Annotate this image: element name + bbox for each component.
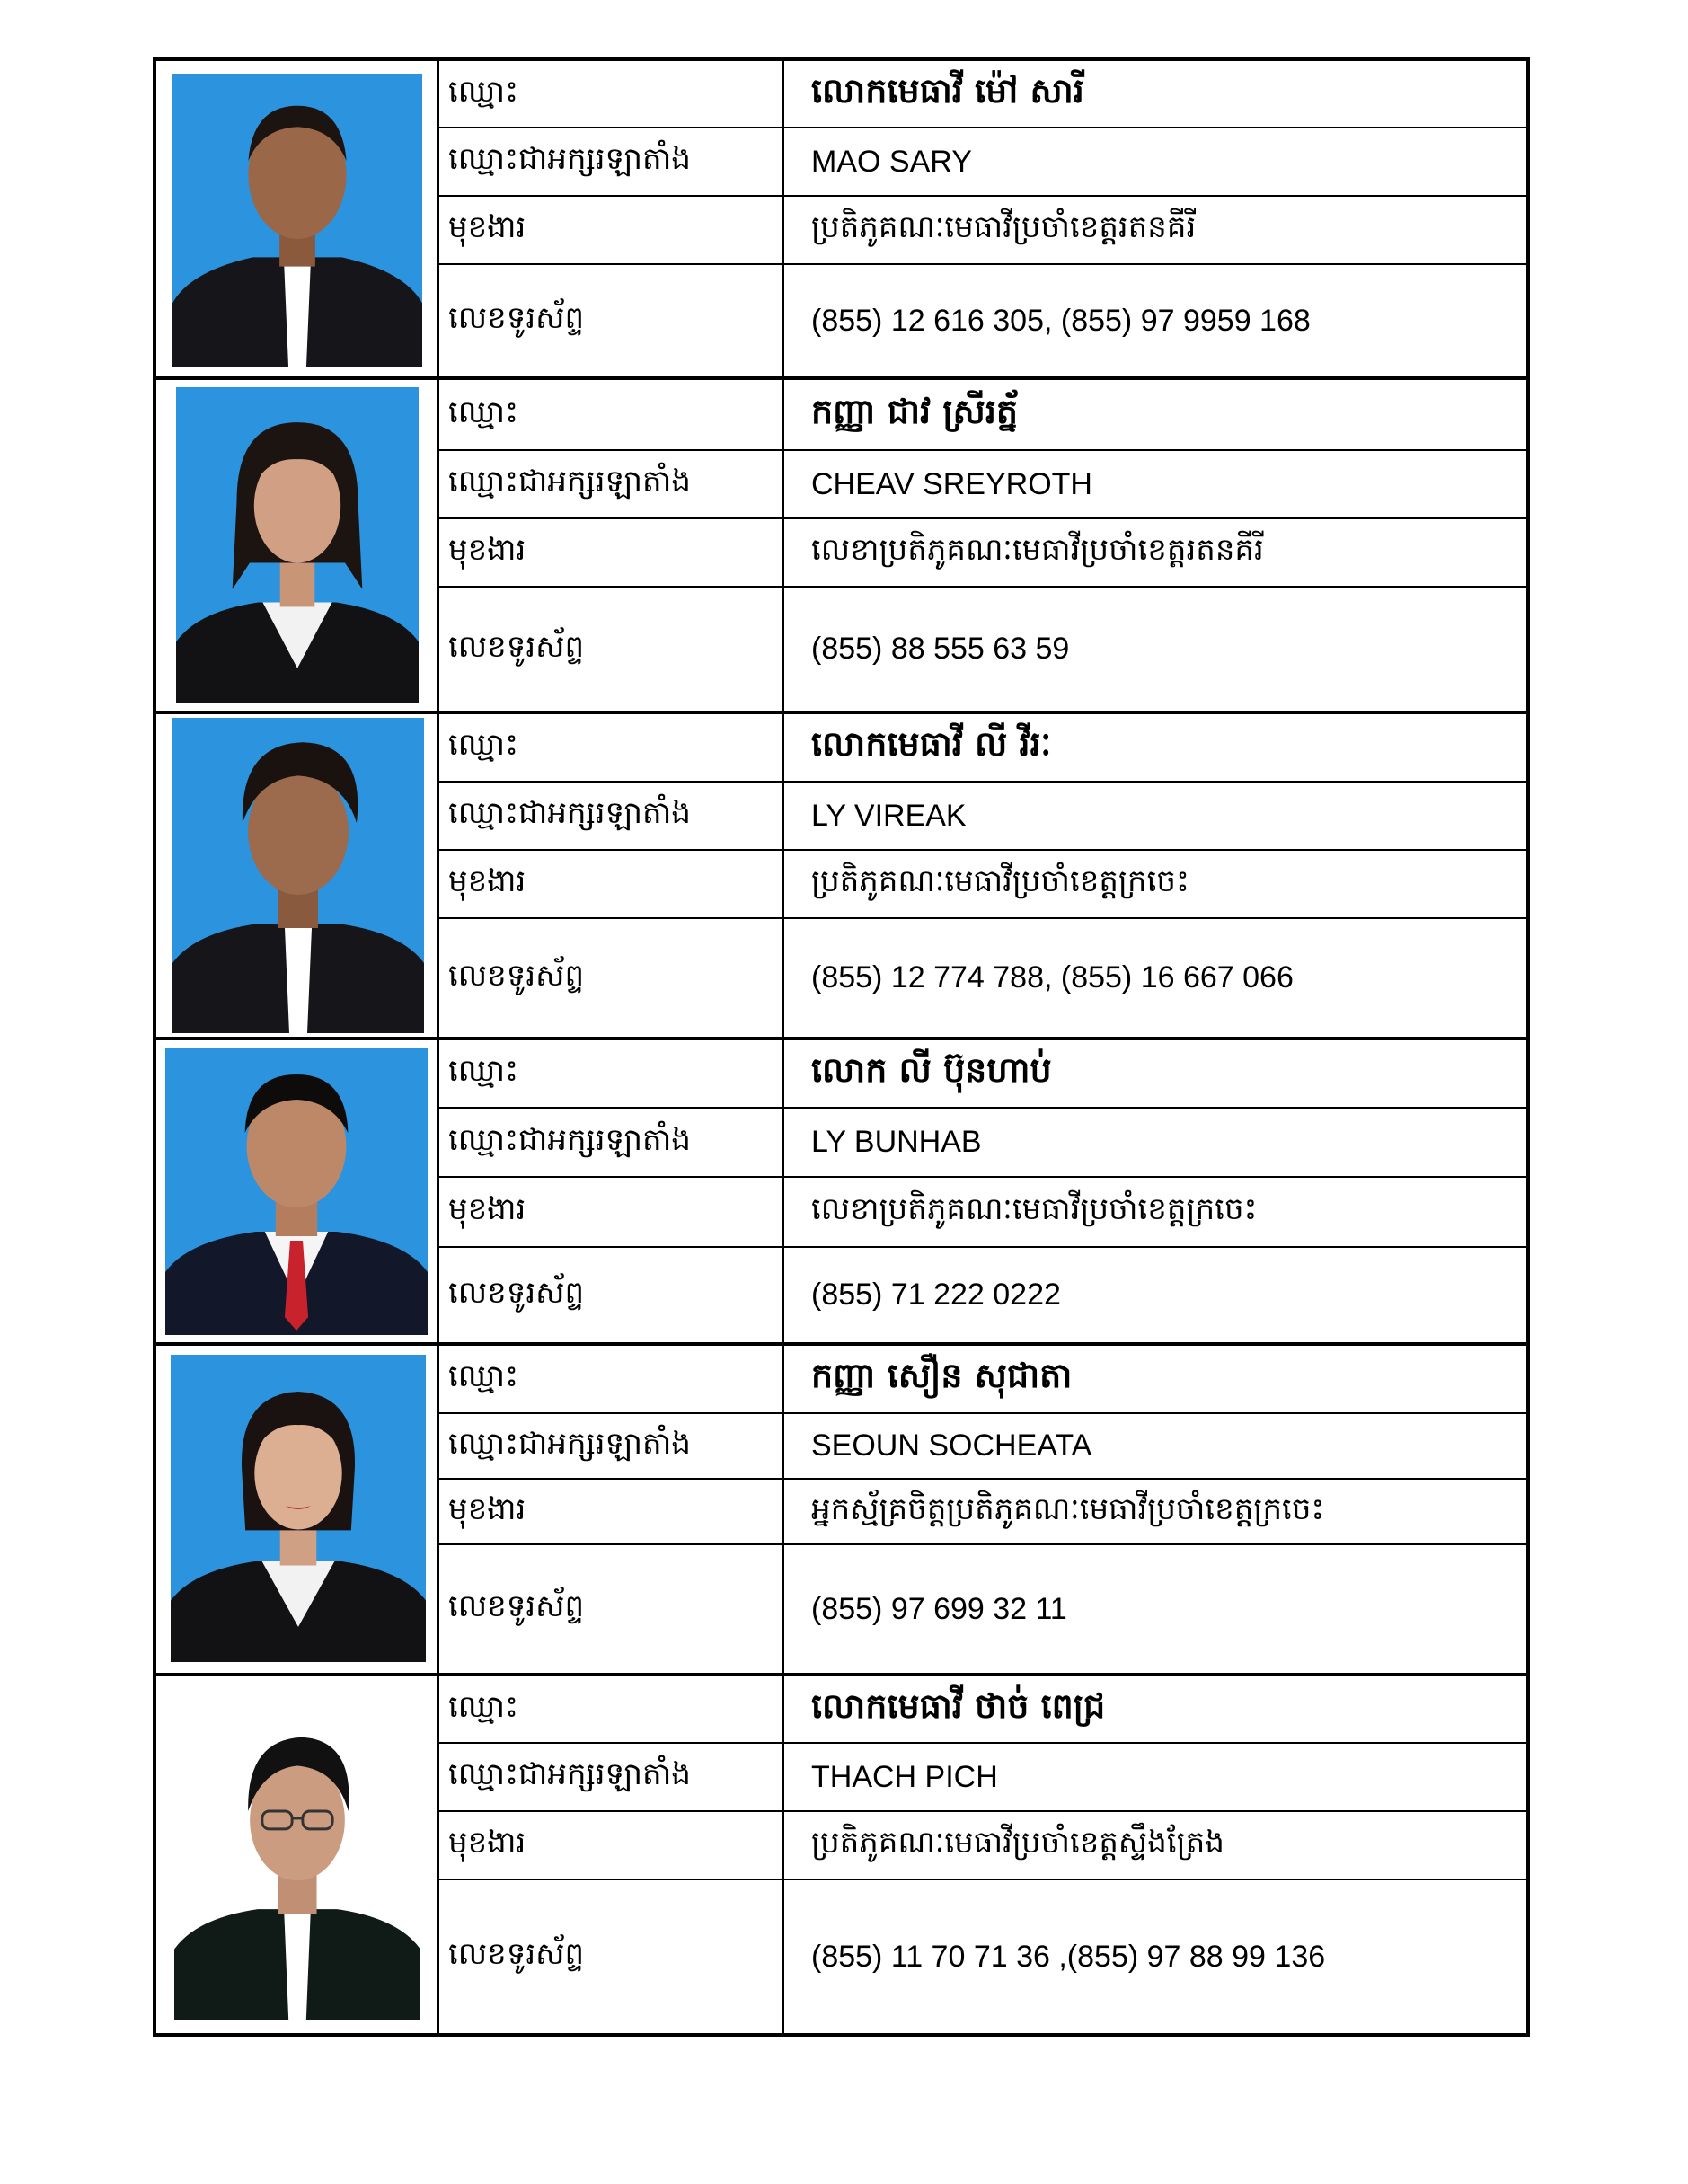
name-value: លោក លី ប៊ុនហាប់ [811,1050,1052,1090]
photo-cell [156,1676,439,2033]
entry-fields [439,714,1526,1037]
phone-value: (855) 97 699 32 11 [811,1591,1067,1626]
position-label: មុខងារ [439,851,784,917]
position-value: លេខាប្រតិភូគណៈមេធាវីប្រចាំខេត្តរតនគីរី [811,532,1264,568]
position-label: មុខងារ [439,1812,784,1879]
phone-row [439,917,1526,1037]
latin-name-label: ឈ្មោះជាអក្សរឡាតាំង [439,1109,784,1176]
photo-cell [156,1346,439,1673]
name-label: ឈ្មោះ [439,1040,784,1107]
name-value: កញ្ញា សឿន សុជាតា [811,1356,1073,1395]
phone-label: លេខទូរស័ព្ទ [439,919,784,1037]
name-value: លោកមេធាវី លី វីរៈ [811,724,1052,764]
latin-name-value: SEOUN SOCHEATA [811,1428,1092,1463]
phone-value: (855) 12 616 305, (855) 97 9959 168 [811,303,1311,338]
position-label: មុខងារ [439,1480,784,1543]
phone-value: (855) 71 222 0222 [811,1278,1061,1312]
directory-entry [156,711,1526,1037]
position-value: លេខាប្រតិភូគណៈមេធាវីប្រចាំខេត្តក្រចេះ [811,1191,1258,1227]
portrait-photo [172,74,422,367]
phone-label: លេខទូរស័ព្ទ [439,1880,784,2033]
name-label: ឈ្មោះ [439,1676,784,1742]
latin-name-label: ឈ្មោះជាអក្សរឡាតាំង [439,1414,784,1478]
latin-name-row [439,1107,1526,1176]
position-value: អ្នកស្ម័គ្រចិត្តប្រតិភូគណៈមេធាវីប្រចាំខេត្តក្រចេះ [811,1490,1325,1527]
photo-cell [156,714,439,1037]
entry-fields [439,1040,1526,1342]
name-label: ឈ្មោះ [439,380,784,449]
phone-row [439,263,1526,376]
directory-entry [156,1342,1526,1673]
latin-name-row [439,1412,1526,1478]
phone-label: លេខទូរស័ព្ទ [439,1545,784,1673]
name-label: ឈ្មោះ [439,1346,784,1412]
phone-row [439,1246,1526,1342]
latin-name-label: ឈ្មោះជាអក្សរឡាតាំង [439,783,784,849]
latin-name-value: THACH PICH [811,1759,998,1794]
directory-entry [156,1673,1526,2033]
position-row [439,849,1526,917]
position-row [439,195,1526,263]
portrait-photo [172,718,424,1033]
directory-entry [156,1037,1526,1342]
name-row [439,1676,1526,1742]
portrait-photo [176,387,419,703]
position-label: មុខងារ [439,519,784,586]
latin-name-row [439,1742,1526,1810]
directory-entry [156,61,1526,376]
phone-row [439,586,1526,711]
position-label: មុខងារ [439,1178,784,1246]
directory-entry [156,376,1526,711]
phone-label: លេខទូរស័ព្ទ [439,265,784,376]
entry-fields [439,380,1526,711]
position-value: ប្រតិភូគណៈមេធាវីប្រចាំខេត្តស្ទឹងត្រែង [811,1825,1224,1861]
phone-value: (855) 12 774 788, (855) 16 667 066 [811,960,1294,995]
name-value: លោកមេធាវី ម៉ៅ សារី [811,70,1084,111]
name-label: ឈ្មោះ [439,714,784,781]
name-row [439,61,1526,127]
entry-fields [439,1346,1526,1673]
position-value: ប្រតិភូគណៈមេធាវីប្រចាំខេត្តរតនគីរី [811,209,1197,245]
latin-name-label: ឈ្មោះជាអក្សរឡាតាំង [439,451,784,517]
name-row [439,1346,1526,1412]
phone-label: លេខទូរស័ព្ទ [439,1248,784,1342]
phone-row [439,1879,1526,2033]
latin-name-label: ឈ្មោះជាអក្សរឡាតាំង [439,1744,784,1810]
phone-label: លេខទូរស័ព្ទ [439,588,784,711]
latin-name-row [439,449,1526,517]
position-row [439,1810,1526,1879]
position-row [439,1478,1526,1543]
entry-fields [439,1676,1526,2033]
latin-name-row [439,127,1526,195]
position-row [439,1176,1526,1246]
position-label: មុខងារ [439,197,784,263]
latin-name-value: LY BUNHAB [811,1125,982,1159]
phone-value: (855) 88 555 63 59 [811,632,1070,666]
phone-value: (855) 11 70 71 36 ,(855) 97 88 99 136 [811,1939,1326,1974]
name-row [439,380,1526,449]
latin-name-value: LY VIREAK [811,798,967,833]
position-value: ប្រតិភូគណៈមេធាវីប្រចាំខេត្តក្រចេះ [811,863,1189,899]
photo-cell [156,1040,439,1342]
position-row [439,517,1526,586]
portrait-photo [165,1048,428,1335]
phone-row [439,1543,1526,1673]
name-label: ឈ្មោះ [439,61,784,127]
photo-cell [156,61,439,376]
portrait-photo [174,1709,420,2020]
name-row [439,714,1526,781]
latin-name-value: CHEAV SREYROTH [811,466,1092,501]
portrait-photo [171,1355,426,1662]
entry-fields [439,61,1526,376]
staff-directory-table [153,57,1530,2037]
latin-name-label: ឈ្មោះជាអក្សរឡាតាំង [439,128,784,195]
latin-name-row [439,781,1526,849]
photo-cell [156,380,439,711]
name-row [439,1040,1526,1107]
name-value: កញ្ញា ជាវ ស្រីរត្ន័ [811,391,1019,431]
latin-name-value: MAO SARY [811,144,972,179]
name-value: លោកមេធាវី ថាច់ ពេជ្រ [811,1685,1106,1726]
